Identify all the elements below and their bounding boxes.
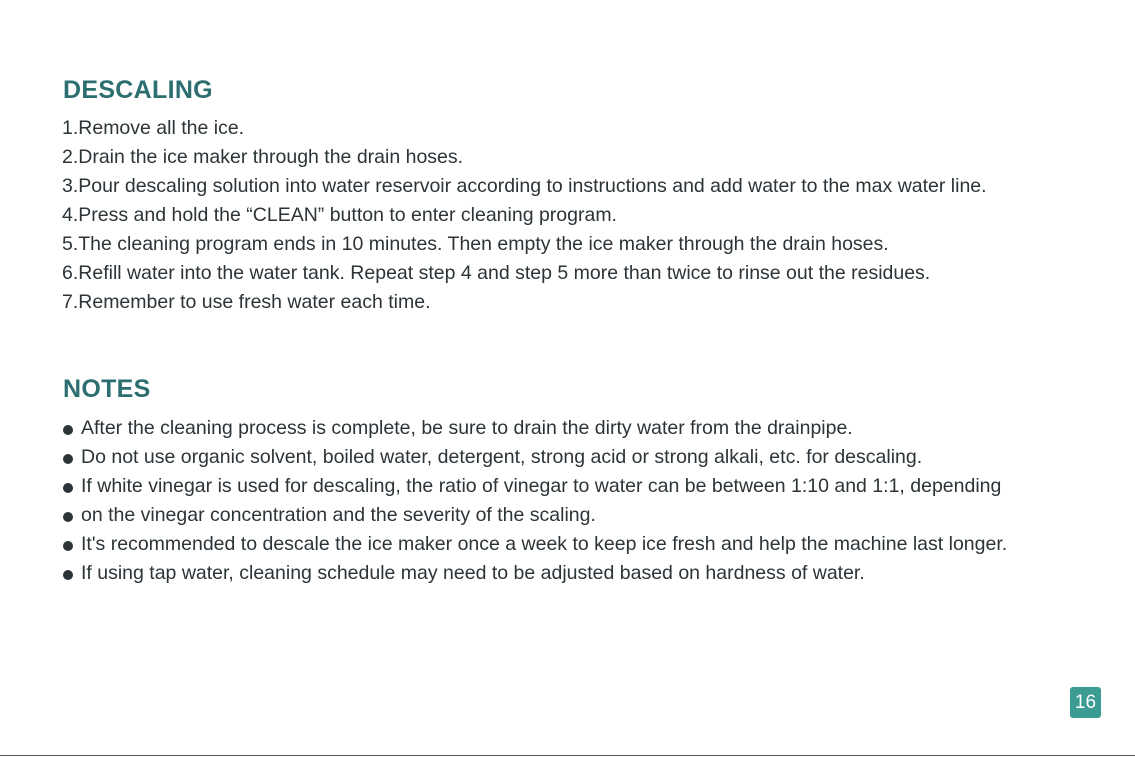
descaling-step: 2.Drain the ice maker through the drain hoses. xyxy=(62,146,464,168)
page-number-badge: 16 xyxy=(1070,687,1101,718)
descaling-step: 7.Remember to use fresh water each time. xyxy=(62,291,431,313)
note-item xyxy=(62,530,1052,559)
note-text: If white vinegar is used for descaling, the ratio of vinegar to water can be between 1:10 and 1:1, depending xyxy=(81,475,1002,497)
bullet-dot-icon xyxy=(63,570,73,580)
descaling-step: 4.Press and hold the “CLEAN” button to enter cleaning program. xyxy=(62,204,617,226)
note-text: It's recommended to descale the ice maker once a week to keep ice fresh and help the machine last longer. xyxy=(81,533,1008,555)
bottom-divider xyxy=(0,755,1135,756)
descaling-step: 6.Refill water into the water tank. Repeat step 4 and step 5 more than twice to rinse out the residues. xyxy=(62,262,931,284)
notes-heading: NOTES xyxy=(63,375,151,403)
note-item xyxy=(62,443,1052,472)
descaling-heading: DESCALING xyxy=(63,76,213,104)
descaling-step: 3.Pour descaling solution into water reservoir according to instructions and add water to the max water line. xyxy=(62,175,987,197)
bullet-dot-icon xyxy=(63,541,73,551)
note-text: Do not use organic solvent, boiled water, detergent, strong acid or strong alkali, etc. for descaling. xyxy=(81,446,923,468)
note-text: After the cleaning process is complete, be sure to drain the dirty water from the drainpipe. xyxy=(81,417,853,439)
bullet-dot-icon xyxy=(63,425,73,435)
note-text: on the vinegar concentration and the severity of the scaling. xyxy=(81,504,596,526)
note-item xyxy=(62,501,1052,530)
note-item xyxy=(62,472,1052,501)
note-item xyxy=(62,414,1052,443)
descaling-steps-list xyxy=(62,114,1052,317)
bullet-dot-icon xyxy=(63,483,73,493)
bullet-dot-icon xyxy=(63,512,73,522)
note-text: If using tap water, cleaning schedule may need to be adjusted based on hardness of water. xyxy=(81,562,865,584)
descaling-step: 5.The cleaning program ends in 10 minutes. Then empty the ice maker through the drain hoses. xyxy=(62,233,889,255)
notes-list xyxy=(62,414,1052,588)
descaling-step: 1.Remove all the ice. xyxy=(62,117,245,139)
note-item xyxy=(62,559,1052,588)
bullet-dot-icon xyxy=(63,454,73,464)
